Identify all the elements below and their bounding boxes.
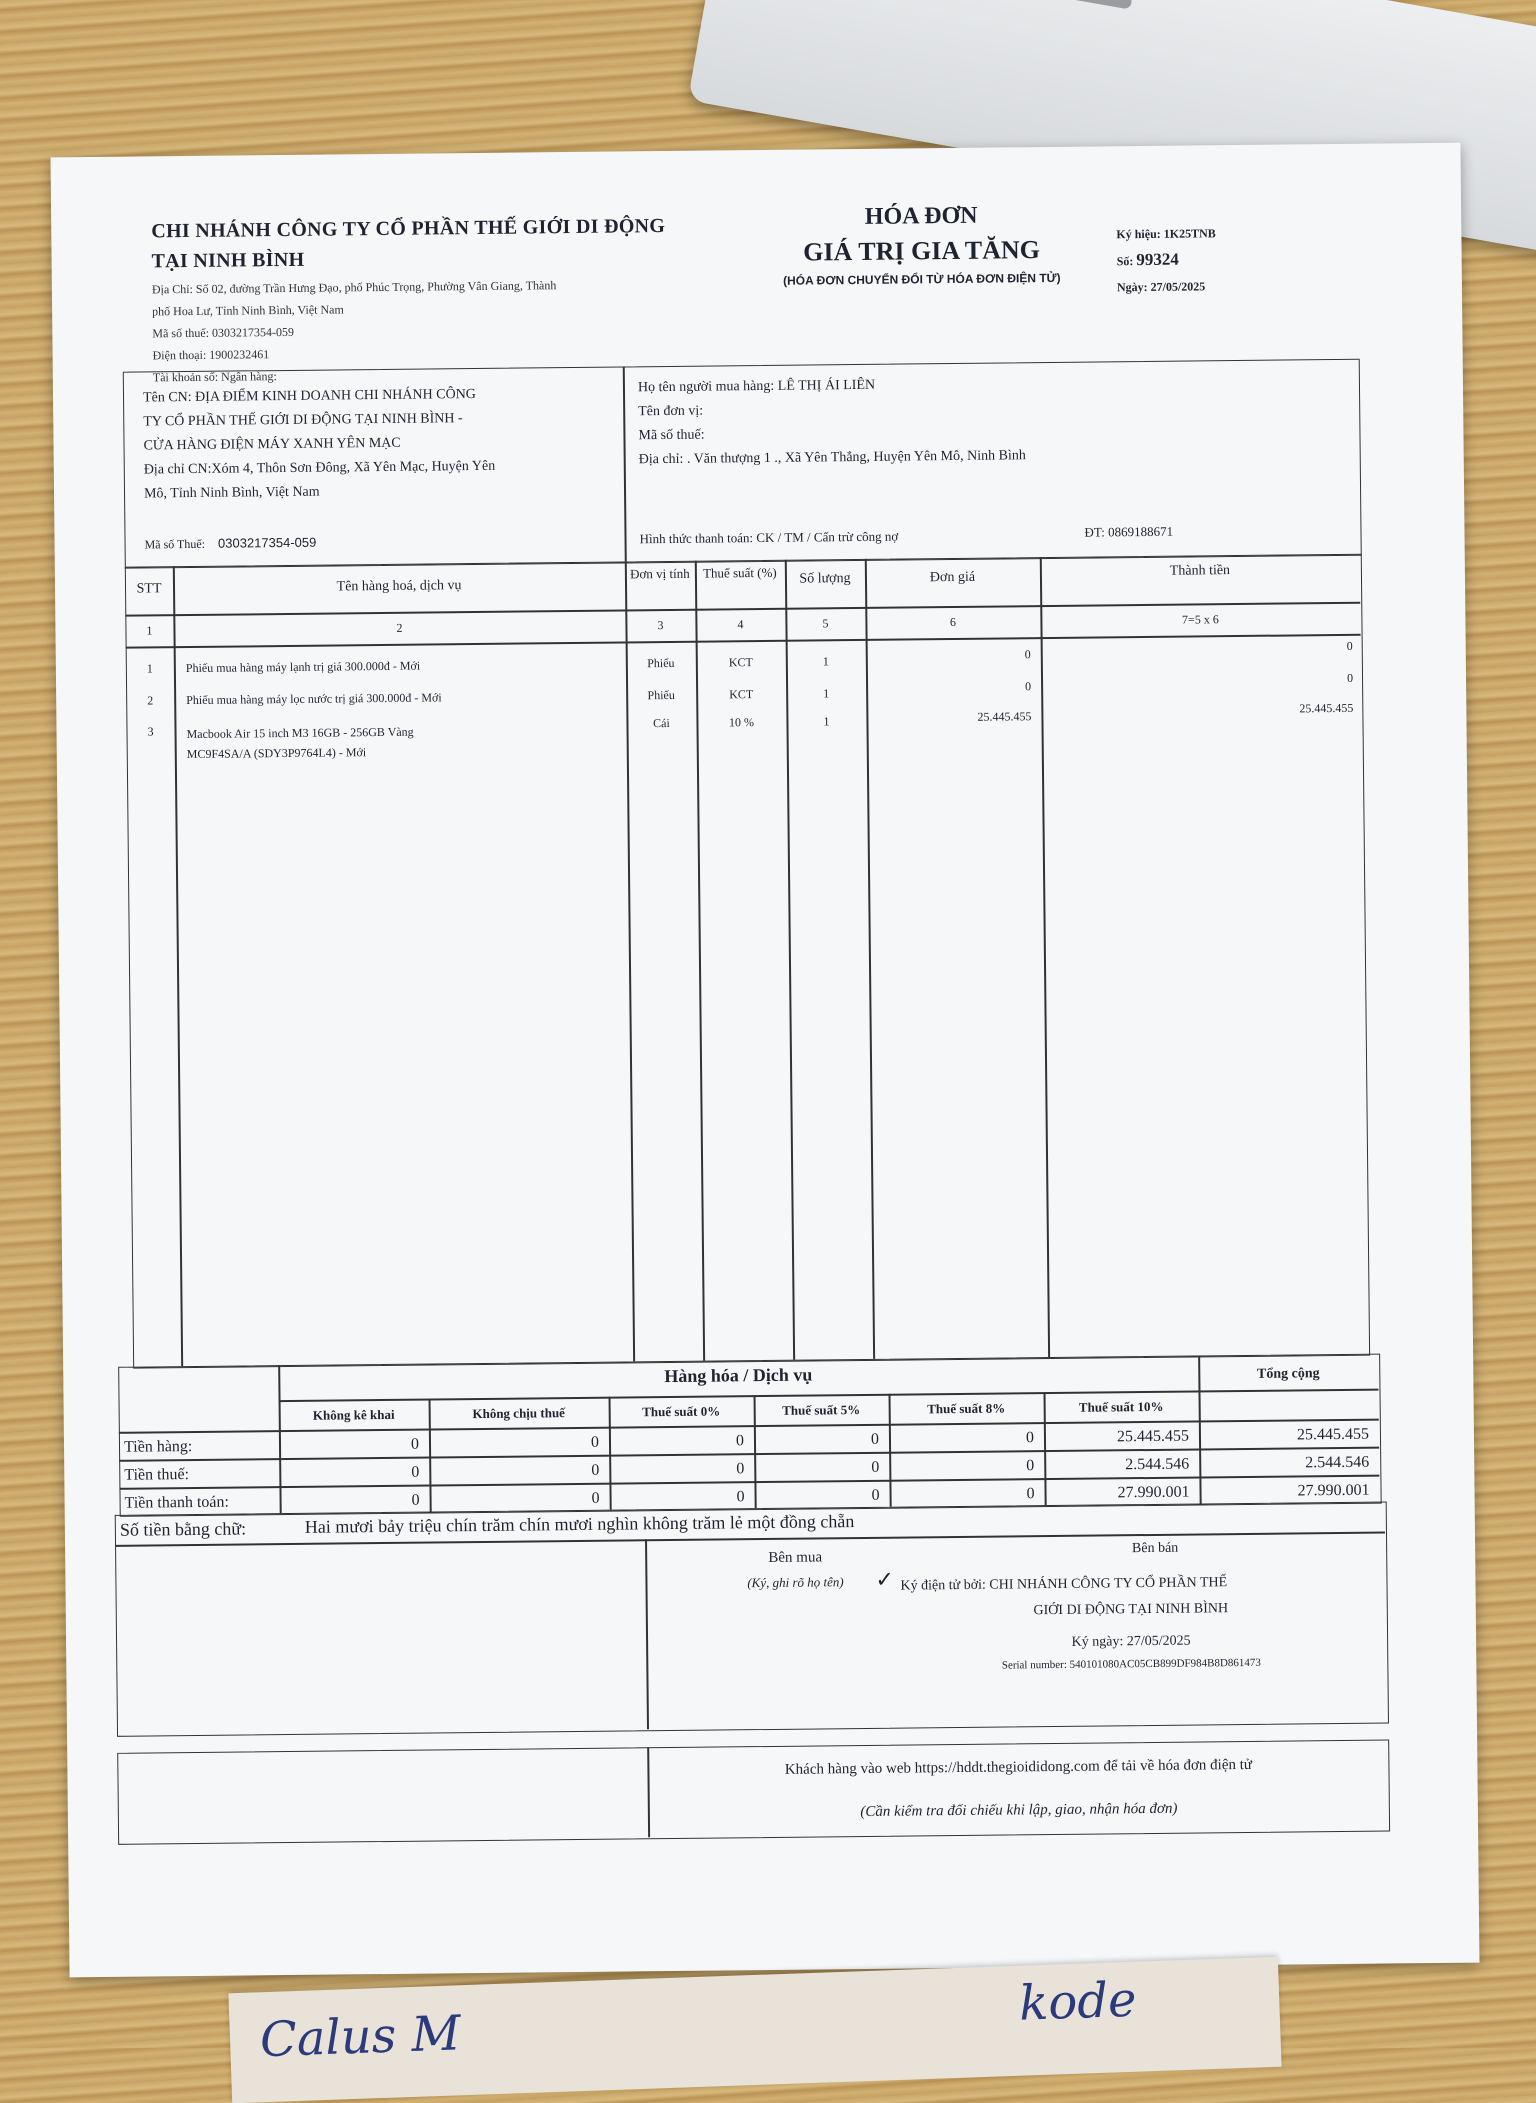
title-line3: (HÓA ĐƠN CHUYỂN ĐỔI TỪ HÓA ĐƠN ĐIỆN TỬ) [783, 270, 1061, 288]
idx-1: 1 [146, 623, 153, 638]
summary-total-value: 2.544.546 [1305, 1453, 1370, 1472]
handwritten-note [228, 1957, 1281, 2103]
sign-date: Ký ngày: 27/05/2025 [1071, 1633, 1191, 1650]
summary-value: 0 [871, 1458, 880, 1476]
item-amount: 25.445.455 [1299, 700, 1354, 716]
check-icon: ✓ [875, 1566, 895, 1592]
title-line2: GIÁ TRỊ GIA TĂNG [803, 235, 1041, 267]
buyer-sign-note: (Ký, ghi rõ họ tên) [747, 1574, 844, 1591]
item-unit: Phiếu [647, 655, 675, 671]
idx-4: 4 [737, 617, 744, 632]
item-name-line1: Macbook Air 15 inch M3 16GB - 256GB Vàng [186, 724, 414, 742]
buyer-info [638, 369, 1349, 472]
summary-col-header: Thuế suất 10% [1078, 1398, 1164, 1415]
col-amount: Thành tiền [1169, 563, 1231, 579]
summary-col-header: Thuế suất 8% [927, 1400, 1006, 1417]
branch-tax-label: Mã số Thuế: [144, 536, 206, 552]
summary-col-header: Thuế suất 5% [782, 1402, 861, 1418]
serial-number: Serial number: 540101080AC05CB899DF984B8D861473 [1001, 1656, 1261, 1672]
seller-company-line1: CHI NHÁNH CÔNG TY CỔ PHẦN THẾ GIỚI DI ĐỘNG [151, 214, 666, 243]
col-unit: Đơn vị tính [630, 565, 690, 582]
invoice-meta [1116, 220, 1216, 300]
summary-group-header: Hàng hóa / Dịch vụ [664, 1364, 813, 1387]
item-tax: KCT [729, 687, 754, 702]
item-qty: 1 [822, 654, 829, 669]
item-qty: 1 [823, 714, 830, 729]
buyer-name: Họ tên người mua hàng: LÊ THỊ ÁI LIÊN [637, 377, 876, 396]
branch-line1: Tên CN: ĐỊA ĐIỂM KINH DOANH CHI NHÁNH CÔNG [142, 386, 476, 406]
branch-tax [144, 535, 316, 553]
item-stt: 3 [147, 724, 154, 739]
item-unit: Phiếu [647, 687, 675, 703]
summary-value: 0 [1026, 1485, 1035, 1503]
branch-line2: TY CỔ PHẦN THẾ GIỚI DI ĐỘNG TẠI NINH BÌNH - [143, 411, 463, 430]
summary-col-header: Không chịu thuế [472, 1405, 565, 1422]
summary-value: 0 [411, 1491, 420, 1509]
summary-total-value: 27.990.001 [1297, 1481, 1370, 1500]
summary-value: 0 [871, 1486, 880, 1504]
amount-words-value: Hai mươi bảy triệu chín trăm chín mươi nghìn không trăm lẻ một đồng chẵn [304, 1511, 855, 1537]
seller-address-1: Địa Chỉ: Số 02, đường Trần Hưng Đạo, phố Phúc Trọng, Phường Vân Giang, Thành [151, 278, 557, 297]
seller-signed-by [900, 1569, 1361, 1626]
idx-7: 7=5 x 6 [1181, 612, 1219, 627]
seller-tax-code: Mã số thuế: 0303217354-059 [152, 324, 295, 341]
seller-company-line2: TẠI NINH BÌNH [151, 248, 305, 273]
buyer-sign-title: Bên mua [768, 1549, 823, 1566]
summary-row-label: Tiền hàng: [123, 1438, 193, 1456]
item-price: 25.445.455 [977, 709, 1032, 724]
buyer-payment: Hình thức thanh toán: CK / TM / Cấn trừ công nợ [639, 528, 899, 547]
summary-value: 0 [410, 1435, 420, 1453]
summary-row-label: Tiền thuế: [124, 1466, 190, 1484]
invoice-sheet [51, 143, 1480, 1978]
invoice-number: 99324 [1136, 249, 1179, 270]
footer-box [117, 1740, 1390, 1845]
summary-value: 2.544.546 [1125, 1455, 1190, 1474]
item-unit: Cái [653, 715, 670, 731]
item-price: 0 [1025, 679, 1032, 694]
idx-5: 5 [822, 616, 829, 631]
summary-value: 0 [590, 1433, 600, 1451]
title-line1: HÓA ĐƠN [864, 202, 978, 230]
invoice-symbol: Ký hiệu: 1K25TNB [1116, 226, 1216, 242]
item-name-line2: MC9F4SA/A (SDY3P9764L4) - Mới [186, 745, 367, 762]
branch-line3: CỬA HÀNG ĐIỆN MÁY XANH YÊN MẠC [143, 435, 401, 454]
col-qty: Số lượng [799, 571, 851, 587]
handwriting-right: kode [1018, 1971, 1138, 2032]
col-tax-rate: Thuế suất (%) [702, 564, 777, 581]
idx-2: 2 [396, 620, 403, 635]
summary-row-label: Tiền thanh toán: [124, 1493, 229, 1512]
item-stt: 2 [147, 693, 154, 708]
item-name [186, 722, 414, 764]
item-tax: KCT [728, 655, 753, 670]
footer-web[interactable]: Khách hàng vào web https://hddt.thegioididong.com để tải về hóa đơn điện tử [784, 1756, 1253, 1778]
signed-by-line2: GIỚI DI ĐỘNG TẠI NINH BÌNH [1033, 1601, 1229, 1619]
item-tax: 10 % [728, 715, 755, 730]
summary-total-value: 25.445.455 [1296, 1425, 1370, 1444]
summary-value: 25.445.455 [1116, 1427, 1190, 1446]
item-name: Phiếu mua hàng máy lạnh trị giá 300.000đ - Mới [185, 658, 421, 676]
invoice-date: Ngày: 27/05/2025 [1116, 279, 1206, 295]
invoice-title [751, 202, 1092, 289]
summary-total-header: Tổng cộng [1256, 1366, 1320, 1382]
item-name: Phiếu mua hàng máy lọc nước trị giá 300.000đ - Mới [186, 690, 442, 708]
summary-value: 0 [736, 1460, 745, 1478]
item-amount: 0 [1346, 638, 1353, 653]
summary-value: 0 [736, 1488, 745, 1506]
summary-col-header: Không kê khai [312, 1406, 395, 1423]
signed-by-line1: Ký điện tử bởi: CHI NHÁNH CÔNG TY CỔ PHẦN THẾ [900, 1575, 1228, 1594]
item-stt: 1 [146, 661, 153, 676]
col-stt: STT [136, 581, 162, 597]
idx-6: 6 [949, 614, 956, 630]
buyer-tax: Mã số thuế: [638, 427, 705, 444]
summary-value: 27.990.001 [1117, 1483, 1190, 1502]
amount-words-label: Số tiền bằng chữ: [119, 1518, 247, 1540]
branch-line4: Địa chỉ CN:Xóm 4, Thôn Sơn Đông, Xã Yên Mạc, Huyện Yên [143, 458, 496, 478]
col-name: Tên hàng hoá, dịch vụ [336, 578, 462, 595]
branch-info [143, 382, 614, 507]
item-qty: 1 [823, 686, 830, 701]
branch-line5: Mô, Tỉnh Ninh Bình, Việt Nam [143, 484, 320, 502]
buyer-address: Địa chỉ: . Văn thượng 1 ., Xã Yên Thắng, Huyện Yên Mô, Ninh Bình [638, 448, 1026, 468]
footer-note: (Cần kiểm tra đối chiếu khi lập, giao, nhận hóa đơn) [860, 1800, 1178, 1821]
seller-address-2: phố Hoa Lư, Tỉnh Ninh Bình, Việt Nam [152, 302, 344, 319]
branch-tax-value: 0303217354-059 [217, 534, 317, 551]
summary-value: 0 [735, 1432, 745, 1450]
summary-value: 0 [1025, 1429, 1035, 1447]
summary-value: 0 [591, 1489, 600, 1507]
buyer-phone: ĐT: 0869188671 [1084, 523, 1174, 540]
col-price: Đơn giá [929, 569, 976, 586]
seller-sign-title: Bên bán [1131, 1540, 1179, 1557]
seller-company-name [151, 211, 666, 276]
seller-phone: Điện thoại: 1900232461 [152, 347, 270, 363]
idx-3: 3 [657, 618, 664, 633]
summary-col-header: Thuế suất 0% [642, 1403, 721, 1420]
invoice-number-label: Số: [1116, 254, 1134, 269]
seller-bank: Tài khoản số: Ngân hàng: [152, 369, 277, 385]
summary-value: 0 [870, 1430, 880, 1448]
summary-value: 0 [591, 1461, 600, 1479]
summary-value: 0 [411, 1463, 420, 1481]
buyer-unit: Tên đơn vị: [638, 403, 704, 420]
handwriting-left: Calus M [259, 2005, 462, 2069]
item-price: 0 [1024, 647, 1031, 662]
summary-value: 0 [1026, 1457, 1035, 1475]
item-amount: 0 [1346, 670, 1354, 685]
